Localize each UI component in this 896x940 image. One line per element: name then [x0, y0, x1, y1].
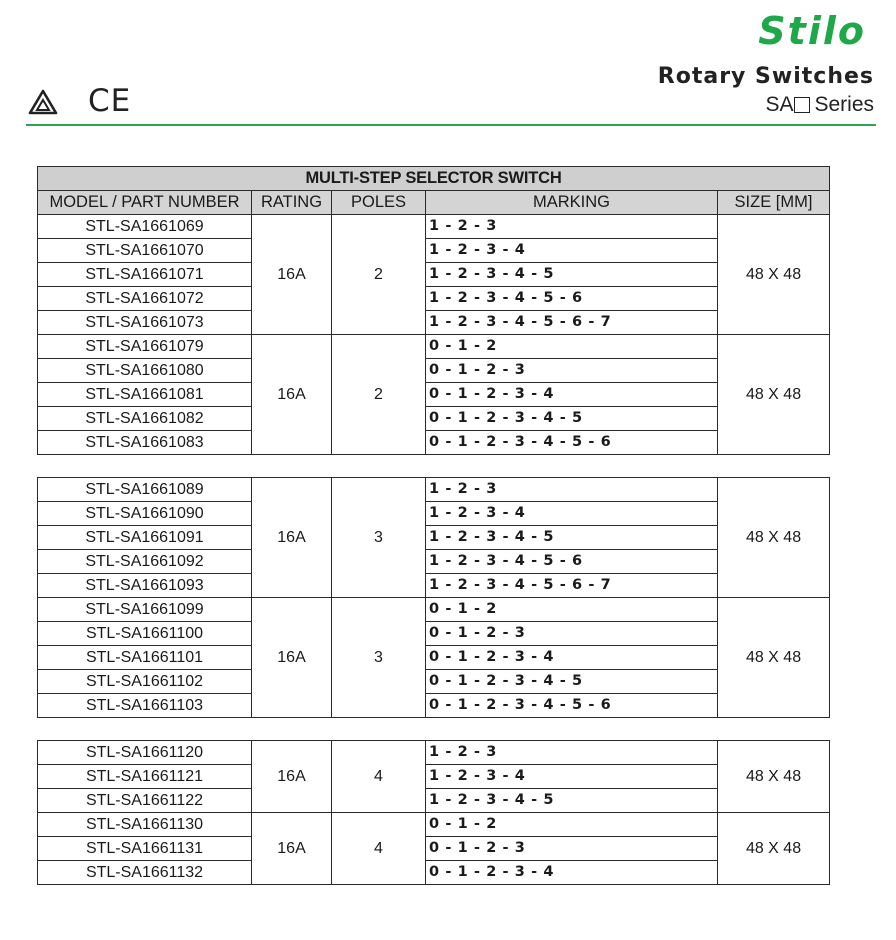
- section-spacer: [38, 718, 830, 741]
- marking-cell: 0 - 1 - 2: [426, 598, 718, 622]
- table-row: [38, 359, 830, 383]
- series-prefix: SA: [765, 93, 794, 116]
- model-number-cell: STL-SA1661100: [38, 622, 252, 646]
- table-row: [38, 622, 830, 646]
- model-number-cell: STL-SA1661072: [38, 287, 252, 311]
- column-header-rating: RATING: [252, 191, 332, 215]
- marking-cell: 0 - 1 - 2: [426, 813, 718, 837]
- model-number-cell: STL-SA1661073: [38, 311, 252, 335]
- table-row: [38, 526, 830, 550]
- section-spacer: [38, 455, 830, 478]
- column-header-poles: POLES: [332, 191, 426, 215]
- product-line-title: Rotary Switches: [657, 64, 874, 89]
- size-cell: 48 X 48: [718, 598, 830, 718]
- marking-cell: 1 - 2 - 3 - 4: [426, 765, 718, 789]
- model-number-cell: STL-SA1661080: [38, 359, 252, 383]
- marking-cell: 0 - 1 - 2 - 3 - 4: [426, 383, 718, 407]
- brand-logo: Stilo: [758, 9, 866, 53]
- table-row: [38, 765, 830, 789]
- model-number-cell: STL-SA1661091: [38, 526, 252, 550]
- table-row: [38, 574, 830, 598]
- poles-cell: 2: [332, 215, 426, 335]
- model-number-cell: STL-SA1661070: [38, 239, 252, 263]
- size-cell: 48 X 48: [718, 741, 830, 813]
- series-suffix: Series: [814, 93, 874, 116]
- marking-cell: 1 - 2 - 3 - 4 - 5 - 6 - 7: [426, 574, 718, 598]
- column-header-marking: MARKING: [426, 191, 718, 215]
- header-divider: [26, 124, 876, 126]
- table-row: [38, 646, 830, 670]
- table-row: [38, 813, 830, 837]
- model-number-cell: STL-SA1661090: [38, 502, 252, 526]
- model-number-cell: STL-SA1661130: [38, 813, 252, 837]
- certification-marks: [28, 83, 132, 119]
- marking-cell: 1 - 2 - 3 - 4 - 5 - 6: [426, 287, 718, 311]
- marking-cell: 1 - 2 - 3 - 4: [426, 239, 718, 263]
- size-cell: 48 X 48: [718, 335, 830, 455]
- marking-cell: 1 - 2 - 3 - 4 - 5 - 6: [426, 550, 718, 574]
- rating-cell: 16A: [252, 598, 332, 718]
- model-number-cell: STL-SA1661121: [38, 765, 252, 789]
- marking-cell: 1 - 2 - 3 - 4 - 5: [426, 526, 718, 550]
- marking-cell: 0 - 1 - 2: [426, 335, 718, 359]
- model-number-cell: STL-SA1661132: [38, 861, 252, 885]
- marking-cell: 0 - 1 - 2 - 3 - 4: [426, 861, 718, 885]
- model-number-cell: STL-SA1661092: [38, 550, 252, 574]
- marking-cell: 1 - 2 - 3 - 4 - 5 - 6 - 7: [426, 311, 718, 335]
- poles-cell: 4: [332, 813, 426, 885]
- model-number-cell: STL-SA1661083: [38, 431, 252, 455]
- model-number-cell: STL-SA1661131: [38, 837, 252, 861]
- table-row: [38, 215, 830, 239]
- marking-cell: 1 - 2 - 3: [426, 741, 718, 765]
- poles-cell: 4: [332, 741, 426, 813]
- table-row: [38, 670, 830, 694]
- model-number-cell: STL-SA1661082: [38, 407, 252, 431]
- table-row: [38, 407, 830, 431]
- table-row: [38, 431, 830, 455]
- table-row: [38, 861, 830, 885]
- marking-cell: 0 - 1 - 2 - 3 - 4 - 5: [426, 670, 718, 694]
- marking-cell: 1 - 2 - 3: [426, 215, 718, 239]
- series-name: [765, 94, 874, 115]
- section-spacer-cell: [38, 718, 830, 741]
- rating-cell: 16A: [252, 741, 332, 813]
- table-row: [38, 263, 830, 287]
- selector-switch-table: [37, 166, 830, 885]
- table-row: [38, 837, 830, 861]
- model-number-cell: STL-SA1661081: [38, 383, 252, 407]
- marking-cell: 0 - 1 - 2 - 3 - 4 - 5 - 6: [426, 694, 718, 718]
- table-title: MULTI-STEP SELECTOR SWITCH: [38, 167, 830, 191]
- model-number-cell: STL-SA1661099: [38, 598, 252, 622]
- table-row: [38, 789, 830, 813]
- marking-cell: 0 - 1 - 2 - 3: [426, 837, 718, 861]
- rating-cell: 16A: [252, 813, 332, 885]
- section-spacer-cell: [38, 455, 830, 478]
- table-row: [38, 383, 830, 407]
- column-header-model: MODEL / PART NUMBER: [38, 191, 252, 215]
- poles-cell: 3: [332, 598, 426, 718]
- marking-cell: 0 - 1 - 2 - 3 - 4 - 5: [426, 407, 718, 431]
- marking-cell: 0 - 1 - 2 - 3: [426, 622, 718, 646]
- table-body: [38, 215, 830, 885]
- ce-mark: CE: [88, 83, 132, 119]
- size-cell: 48 X 48: [718, 478, 830, 598]
- series-placeholder-box-icon: [794, 97, 810, 113]
- table-row: [38, 335, 830, 359]
- model-number-cell: STL-SA1661089: [38, 478, 252, 502]
- marking-cell: 1 - 2 - 3: [426, 478, 718, 502]
- model-number-cell: STL-SA1661101: [38, 646, 252, 670]
- rating-cell: 16A: [252, 478, 332, 598]
- table-row: [38, 239, 830, 263]
- marking-cell: 0 - 1 - 2 - 3 - 4 - 5 - 6: [426, 431, 718, 455]
- table-row: [38, 550, 830, 574]
- triangle-certification-icon: [28, 89, 58, 115]
- marking-cell: 1 - 2 - 3 - 4 - 5: [426, 789, 718, 813]
- table-row: [38, 478, 830, 502]
- marking-cell: 0 - 1 - 2 - 3 - 4: [426, 646, 718, 670]
- model-number-cell: STL-SA1661120: [38, 741, 252, 765]
- model-number-cell: STL-SA1661071: [38, 263, 252, 287]
- size-cell: 48 X 48: [718, 215, 830, 335]
- rating-cell: 16A: [252, 335, 332, 455]
- model-number-cell: STL-SA1661102: [38, 670, 252, 694]
- marking-cell: 1 - 2 - 3 - 4: [426, 502, 718, 526]
- poles-cell: 2: [332, 335, 426, 455]
- model-number-cell: STL-SA1661079: [38, 335, 252, 359]
- table-row: [38, 502, 830, 526]
- marking-cell: 1 - 2 - 3 - 4 - 5: [426, 263, 718, 287]
- table-row: [38, 311, 830, 335]
- model-number-cell: STL-SA1661093: [38, 574, 252, 598]
- page-header: [0, 0, 896, 130]
- rating-cell: 16A: [252, 215, 332, 335]
- column-header-size: SIZE [MM]: [718, 191, 830, 215]
- table-row: [38, 741, 830, 765]
- table-row: [38, 694, 830, 718]
- poles-cell: 3: [332, 478, 426, 598]
- model-number-cell: STL-SA1661069: [38, 215, 252, 239]
- model-number-cell: STL-SA1661122: [38, 789, 252, 813]
- size-cell: 48 X 48: [718, 813, 830, 885]
- table-row: [38, 287, 830, 311]
- model-number-cell: STL-SA1661103: [38, 694, 252, 718]
- table-row: [38, 598, 830, 622]
- marking-cell: 0 - 1 - 2 - 3: [426, 359, 718, 383]
